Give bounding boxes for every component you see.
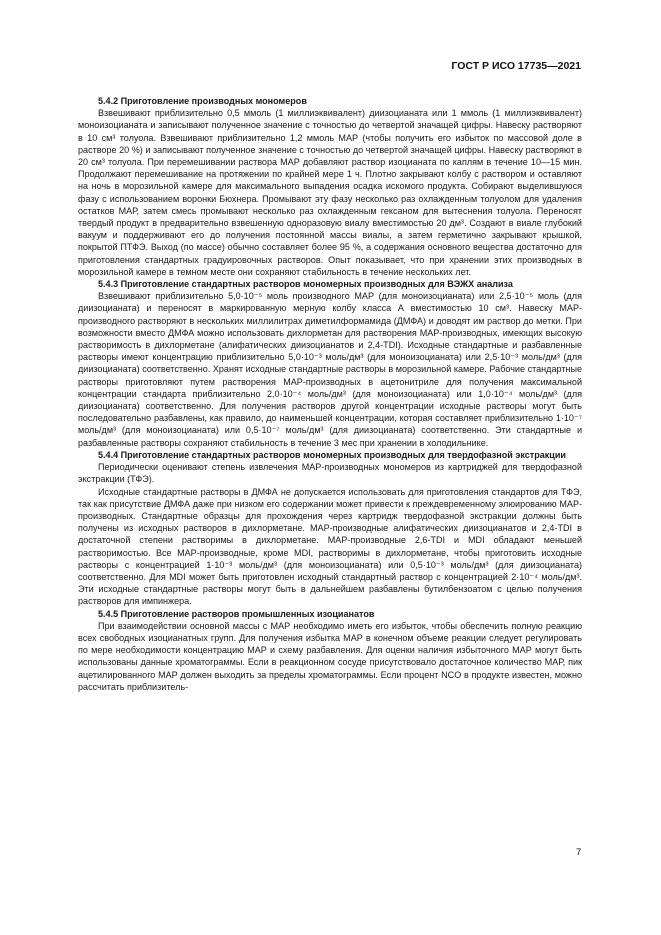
section-title-5-4-5 <box>78 608 582 620</box>
section-5-4-3-paragraph: Взвешивают приблизительно 5,0·10⁻⁵ моль производного МАР (для моноизоцианата) или 2,5·10⁻⁵ моль (для диизоцианата) и переносят в маркированную мерную колбу класса А вместимостью 10 см³. Навеску МАР-производного растворяют в нескольких миллилитрах диметилформамида (ДМФА) и доводят им раствор до метки. При возможности вместо ДМФА можно использовать дихлорметан для растворения МАР-производных, имеющих высокую растворимость в дихлорметане (алифатических диизоцианатов и 2,4-TDI). Исходные стандартные и разбавленные растворы имеют концентрацию приблизительно 5,0·10⁻³ моль/дм³ (для моноизоцианата) или 2,5·10⁻³ моль/дм³ (для диизоцианата) соответственно. Хранят исходные стандартные растворы в морозильной камере. Рабочие стандартные растворы приготовляют путем растворения МАР-производных в ацетонитриле для получения максимальной концентрации стандарта приблизительно 2,0·10⁻⁴ моль/дм³ (для моноизоцианата) или 1,0·10⁻⁴ моль/дм³ (для диизоцианата) соответственно. Для получения растворов другой концентрации исходные растворы могут быть последовательно разбавлены, как правило, до наименьшей концентрации, которая составляет приблизительно 1·10⁻⁷ моль/дм³ (для моноизоцианата) или 0,5·10⁻⁷ моль/дм³ (для диизоцианата) соответственно. Эти стандартные и разбавленные растворы сохраняют стабильность в течение 3 мес при хранении в холодильнике. <box>78 291 582 448</box>
section-5-4-4-paragraph-1: Периодически оценивают степень извлечения МАР-производных мономеров из картриджей для твердофазной экстракции (ТФЭ). <box>78 462 582 485</box>
section-heading: 5.4.5 Приготовление растворов промышленных изоцианатов <box>98 608 375 619</box>
section-heading: 5.4.4 Приготовление стандартных растворов мономерных производных для твердофазной экстракции <box>98 449 566 460</box>
section-5-4-2-paragraph: Взвешивают приблизительно 0,5 ммоль (1 миллиэквивалент) диизоцианата или 1 ммоль (1 миллиэквивалент) моноизоцианата и записывают полученное значение с точностью до четвертой значащей цифры. Навеску растворяют в 10 см³ толуола. Взвешивают приблизительно 1,2 ммоль МАР (чтобы получить его избыток по массовой доле в растворе 20 %) и записывают полученное значение с точностью до четвертой значащей цифры. Навеску растворяют в 20 см³ толуола. При перемешивании раствора МАР добавляют раствор изоцианата по каплям в течение 10—15 мин. Продолжают перемешивание на протяжении по крайней мере 1 ч. Плотно закрывают колбу с раствором и оставляют на ночь в морозильной камере для максимального выпадения осадка искомого продукта. Собирают выделившуюся фазу с использованием воронки Бюхнера. Промывают эту фазу несколько раз охлажденным толуолом для удаления остатков МАР, затем смесь промывают несколько раз охлажденным гексаном для вытеснения толуола. Переносят твердый продукт в предварительно взвешенную одноразовую виалу вместимостью 20 дм³. Создают в виале глубокий вакуум и поддерживают его до получения постоянной массы виалы, а затем герметично закрывают крышкой, покрытой ПТФЭ. Выход (по массе) обычно составляет более 95 %, а содержания основного вещества достаточно для приготовления стандартных градуировочных растворов. Опыт показывает, что при хранении этих производных в морозильной камере в темном месте они сохраняют стабильность в течение нескольких лет. <box>78 108 582 277</box>
section-heading: 5.4.3 Приготовление стандартных растворов мономерных производных для ВЭЖХ анализа <box>98 279 513 290</box>
section-title-5-4-4 <box>78 449 582 461</box>
document-body <box>78 95 582 693</box>
section-5-4-5-paragraph: При взаимодействии основной массы с МАР необходимо иметь его избыток, чтобы обеспечить полную реакцию всех свободных изоцианатных групп. Для получения избытка МАР в конечном объеме реакции следует регулировать по мере необходимости концентрацию МАР и схему разбавления. Для оценки наличия избыточного МАР могут быть использованы данные хроматограммы. Если в реакционном сосуде присутствовало достаточное количество МАР, пик ацетилированного МАР должен выходить за пределы хроматограммы. Если процент NCO в продукте известен, можно рассчитать приблизитель- <box>78 620 582 692</box>
section-title-5-4-2 <box>78 95 582 107</box>
page-number: 7 <box>576 847 582 858</box>
section-heading: 5.4.2 Приготовление производных мономеров <box>98 96 307 106</box>
section-5-4-4-paragraph-2: Исходные стандартные растворы в ДМФА не допускается использовать для приготовления стандартов для ТФЭ, так как присутствие ДМФА даже при низком его содержании может привести к преждевременному элюированию МАР-производных. Стандартные образцы для прохождения через картридж твердофазной экстракции должны быть получены из исходных растворов в дихлорметане. МАР-производные алифатических диизоцианатов и 2,4-TDI в достаточной степени растворимы в дихлорметане. МАР-производные 2,6-TDI и MDI обладают меньшей растворимостью. Все МАР-производные, кроме MDI, растворимы в дихлорметане, чтобы приготовить исходные растворы с концентрацией 1·10⁻³ моль/дм³ (для моноизоцианата) или 0,5·10⁻³ моль/дм³ (для диизоцианата) соответственно. Для MDI может быть приготовлен исходный стандартный раствор с концентрацией 2·10⁻⁴ моль/дм³. Эти исходные стандартные растворы могут быть в дальнейшем разбавлены бутилбензоатом с целью получения растворов для импинжера. <box>78 486 582 607</box>
document-header: ГОСТ Р ИСО 17735—2021 <box>451 60 581 72</box>
section-title-5-4-3 <box>78 278 582 290</box>
